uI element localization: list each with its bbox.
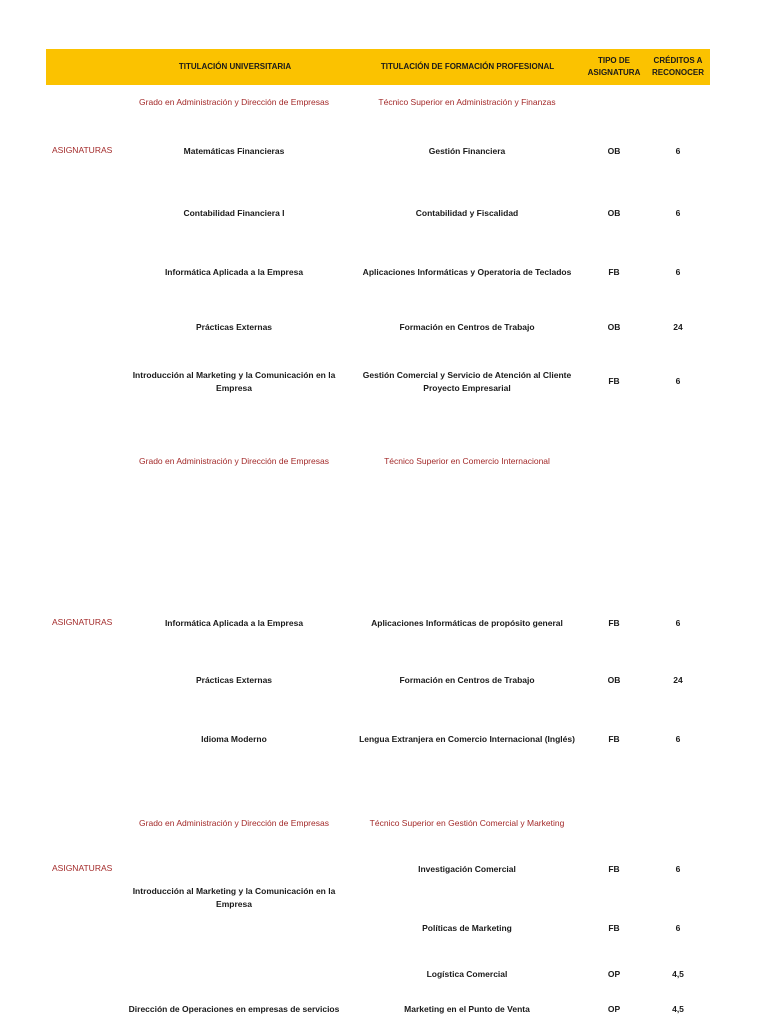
uni-subject: Contabilidad Financiera I	[183, 208, 285, 218]
subjects-label: ASIGNATURAS	[52, 617, 113, 627]
subject-credits: 6	[675, 267, 681, 277]
fp-subject: Aplicaciones Informáticas y Operatoria de Teclados	[362, 267, 572, 277]
fp-subject: Gestión Financiera	[428, 146, 506, 156]
subject-type: FB	[608, 267, 620, 277]
fp-subject: Marketing en el Punto de Venta	[404, 1004, 530, 1014]
header-fp: TITULACIÓN DE FORMACIÓN PROFESIONAL	[380, 62, 555, 71]
header-type-line1: TIPO DE	[597, 56, 630, 65]
subject-type: FB	[608, 864, 620, 874]
uni-subject-line1: Introducción al Marketing y la Comunicación en la	[132, 370, 336, 380]
uni-subject: Matemáticas Financieras	[183, 146, 285, 156]
degree-title: Grado en Administración y Dirección de Empresas	[139, 456, 329, 466]
subject-type: OP	[607, 1004, 621, 1014]
subject-credits: 6	[675, 146, 681, 156]
subject-credits: 6	[675, 923, 681, 933]
subject-credits: 6	[675, 618, 681, 628]
header-type	[580, 55, 648, 79]
subject-type: FB	[608, 734, 620, 744]
subject-type: OB	[607, 675, 621, 685]
fp-subject: Contabilidad y Fiscalidad	[415, 208, 519, 218]
fp-subject-line1: Gestión Comercial y Servicio de Atención al Cliente	[362, 370, 572, 380]
subject-credits: 6	[675, 208, 681, 218]
uni-subject	[133, 885, 336, 911]
subject-type: OB	[607, 322, 621, 332]
uni-subject-line2: Empresa	[216, 899, 252, 909]
degree-title: Grado en Administración y Dirección de Empresas	[139, 818, 329, 828]
subject-credits: 6	[675, 864, 681, 874]
subject-type: OB	[607, 208, 621, 218]
subject-type: OP	[607, 969, 621, 979]
fp-subject: Políticas de Marketing	[422, 923, 512, 933]
header-credits	[645, 55, 711, 79]
fp-subject-line2: Proyecto Empresarial	[423, 383, 511, 393]
subject-credits: 4,5	[672, 1004, 684, 1014]
uni-subject: Prácticas Externas	[195, 322, 273, 332]
uni-subject-line2: Empresa	[216, 383, 252, 393]
subject-type: FB	[608, 618, 620, 628]
subject-type: FB	[608, 923, 620, 933]
header-university: TITULACIÓN UNIVERSITARIA	[178, 62, 292, 71]
header-credits-line1: CRÉDITOS A	[653, 56, 703, 65]
uni-subject: Informática Aplicada a la Empresa	[164, 618, 304, 628]
degree-title: Grado en Administración y Dirección de Empresas	[139, 97, 329, 107]
subject-credits: 4,5	[672, 969, 684, 979]
subject-credits: 24	[673, 322, 683, 332]
fp-subject: Formación en Centros de Trabajo	[399, 675, 535, 685]
subject-type: FB	[608, 376, 620, 386]
subject-type: OB	[607, 146, 621, 156]
header-credits-line2: RECONOCER	[651, 68, 704, 77]
header-type-line2: ASIGNATURA	[587, 68, 641, 77]
subjects-label: ASIGNATURAS	[52, 863, 113, 873]
fp-title: Técnico Superior en Gestión Comercial y Marketing	[369, 818, 565, 828]
uni-subject	[133, 369, 336, 395]
uni-subject: Idioma Moderno	[201, 734, 267, 744]
uni-subject: Dirección de Operaciones en empresas de servicios	[128, 1004, 340, 1014]
uni-subject: Informática Aplicada a la Empresa	[164, 267, 304, 277]
subject-credits: 6	[675, 734, 681, 744]
fp-subject: Logística Comercial	[426, 969, 508, 979]
fp-title: Técnico Superior en Comercio Internacional	[384, 456, 550, 466]
fp-subject	[363, 369, 571, 395]
fp-subject: Formación en Centros de Trabajo	[399, 322, 535, 332]
fp-title: Técnico Superior en Administración y Finanzas	[378, 97, 556, 107]
subject-credits: 24	[673, 675, 683, 685]
fp-subject: Lengua Extranjera en Comercio Internacional (Inglés)	[359, 734, 575, 744]
uni-subject-line1: Introducción al Marketing y la Comunicación en la	[132, 886, 336, 896]
uni-subject: Prácticas Externas	[195, 675, 273, 685]
subjects-label: ASIGNATURAS	[52, 145, 113, 155]
fp-subject: Investigación Comercial	[418, 864, 516, 874]
subject-credits: 6	[675, 376, 681, 386]
fp-subject: Aplicaciones Informáticas de propósito general	[371, 618, 563, 628]
